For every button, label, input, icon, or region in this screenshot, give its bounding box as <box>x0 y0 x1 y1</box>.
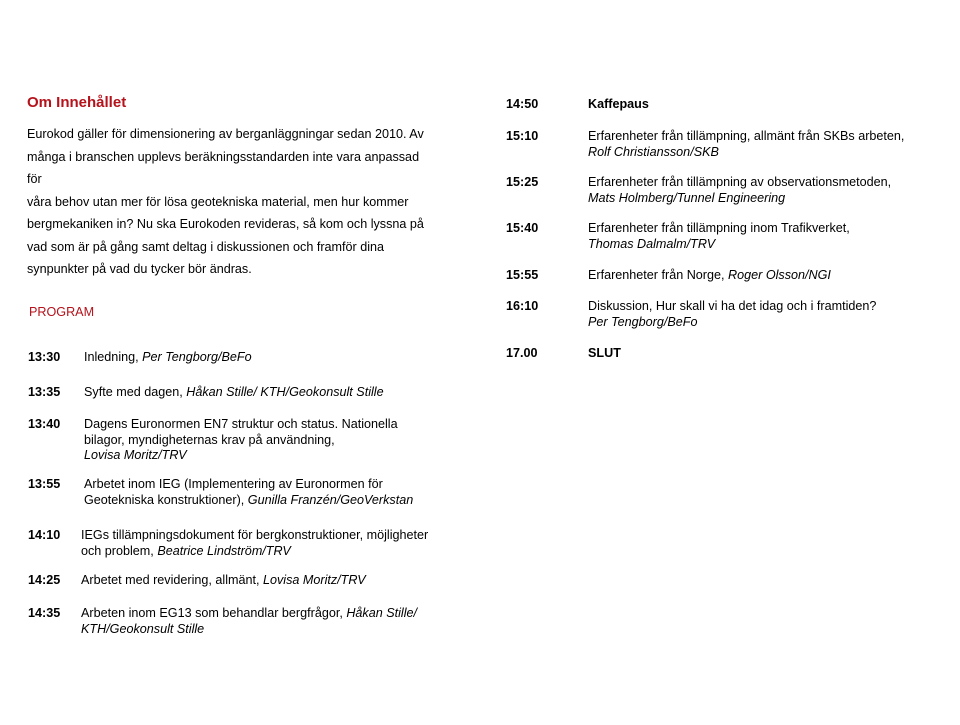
right-entry-2: Erfarenheter från tillämpning av observationsmetoden, Mats Holmberg/Tunnel Engineering <box>588 175 892 205</box>
right-entry-5-time: 16:10 <box>506 299 539 313</box>
right-entry-6-time: 17.00 <box>506 346 538 360</box>
right-entry-1-time: 15:10 <box>506 129 539 143</box>
about-line: vad som är på gång samt deltag i diskussionen och framför dina <box>27 239 385 254</box>
program-heading: PROGRAM <box>29 305 95 319</box>
right-entry-0: Kaffepaus <box>588 97 649 111</box>
about-heading: Om Innehållet <box>27 94 127 111</box>
left-entry-4-time: 14:10 <box>28 528 61 542</box>
about-paragraph <box>27 123 427 281</box>
left-entry-5-time: 14:25 <box>28 573 61 587</box>
left-entry-0-time: 13:30 <box>28 350 61 364</box>
about-line: bergmekaniken in? Nu ska Eurokoden revideras, så kom och lyssna på <box>27 217 424 231</box>
about-line: många i branschen upplevs beräkningsstandarden inte vara anpassad för <box>27 149 420 186</box>
right-entry-4-time: 15:55 <box>506 268 539 282</box>
left-entry-1: Syfte med dagen, Håkan Stille/ KTH/Geokonsult Stille <box>84 385 384 399</box>
about-line: synpunkter på vad du tycker bör ändras. <box>27 262 252 276</box>
left-entry-2: Dagens Euronormen EN7 struktur och status. Nationella bilagor, myndigheternas krav på användning, Lovisa Moritz/TRV <box>84 417 398 462</box>
about-line: våra behov utan mer för lösa geotekniska material, men hur kommer <box>27 194 409 209</box>
left-entry-5: Arbetet med revidering, allmänt, Lovisa Moritz/TRV <box>81 573 366 587</box>
right-entry-4: Erfarenheter från Norge, Roger Olsson/NGI <box>588 268 831 282</box>
right-entry-0-time: 14:50 <box>506 97 539 111</box>
left-entry-6-time: 14:35 <box>28 606 61 620</box>
right-entry-6: SLUT <box>588 346 621 360</box>
left-entry-1-time: 13:35 <box>28 385 61 399</box>
left-entry-0: Inledning, Per Tengborg/BeFo <box>84 350 252 364</box>
left-entry-4: IEGs tillämpningsdokument för bergkonstruktioner, möjligheter och problem, Beatrice Lindström/TRV <box>81 528 429 558</box>
right-entry-2-time: 15:25 <box>506 175 539 189</box>
right-entry-3-time: 15:40 <box>506 221 539 235</box>
right-entry-1: Erfarenheter från tillämpning, allmänt från SKBs arbeten, Rolf Christiansson/SKB <box>588 129 905 159</box>
right-entry-3: Erfarenheter från tillämpning inom Trafikverket, Thomas Dalmalm/TRV <box>588 221 850 251</box>
about-line: Eurokod gäller för dimensionering av berganläggningar sedan 2010. Av <box>27 127 424 141</box>
left-entry-2-time: 13:40 <box>28 417 61 431</box>
right-entry-5: Diskussion, Hur skall vi ha det idag och i framtiden? Per Tengborg/BeFo <box>588 299 877 329</box>
left-entry-3: Arbetet inom IEG (Implementering av Euronormen för Geotekniska konstruktioner), Gunilla Franzén/GeoVerkstan <box>84 477 414 507</box>
left-entry-3-time: 13:55 <box>28 477 61 491</box>
left-entry-6: Arbeten inom EG13 som behandlar bergfrågor, Håkan Stille/ KTH/Geokonsult Stille <box>81 606 418 636</box>
